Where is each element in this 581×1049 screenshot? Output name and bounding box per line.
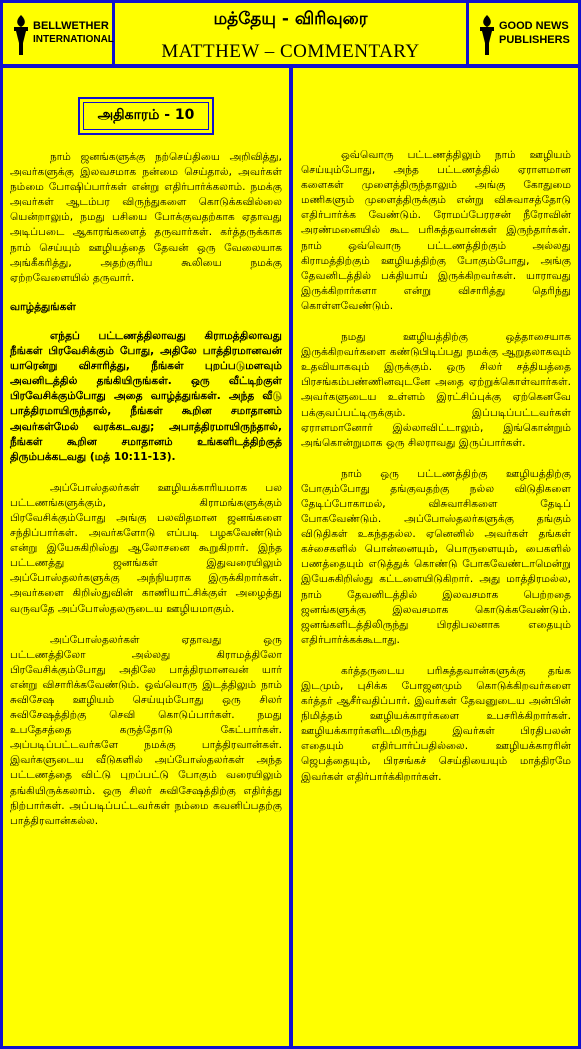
- right-column: [301, 148, 571, 785]
- section-heading: வாழ்த்துங்கள்: [10, 300, 76, 313]
- bellwether-logo: [3, 3, 115, 67]
- left-paragraph-1: நாம் ஜனங்களுக்கு நற்செய்தியை அறிவித்து, அவர்களுக்கு இலவசமாக நன்மை செய்தால், அவர்கள் நம்மை போஷிப்பார்கள் என்று எதிர்பார்க்கலாம். நமக்கு அவர்கள் ஆடம்பர விருந்துகளை கொடுக்கவில்லை யென்றாலும், நமது பசியை போக்குவதற்காக ஏதாவது அடிப்படை ஆகாரங்களைத் தருவார்கள். கர்த்தருக்காக நாம் செய்யும் ஊழியத்தை தேவன் ஒரு வேலையாக அங்கீகரித்து, அதற்குரிய கூலியை நமக்கு ஏற்றவேளையில் தருவார்.: [10, 151, 282, 284]
- left-paragraph-2: அப்போஸ்தலர்கள் ஊழியக்காரியமாக பல பட்டணங்களுக்கும், கிராமங்களுக்கும் பிரவேசிக்கும்போது அங்கு பலவிதமான ஜனங்களை சந்திப்பார்கள். அவர்களோடு எப்படி பழகவேண்டும் என்று இயேசுகிறிஸ்து ஆலோசனை கூறுகிறார். இந்த பட்டணத்து ஜனங்கள் இதுவரையிலும் அப்போஸ்தலர்களுக்கு அந்நியராக இருக்கிறார்கள். அவர்களை கிறிஸ்துவின் காணியாட்சிக்குள் அழைத்து வருவதே அப்போஸ்தலருடைய ஊழியமாகும்.: [10, 481, 282, 615]
- right-paragraph-1: ஒவ்வொரு பட்டணத்திலும் நாம் ஊழியம் செய்யும்போது, அந்த பட்டணத்தில் ஏராளமான களைகள் முளைத்திருந்தாலும் அங்கு கோதுமை மணிகளும் முளைத்திருக்கும் என்று விசுவாசத்தோடு எதிர்பார்க்க வேண்டும். ரோமப்பேரரசன் நீரோவின் அரண்மனையில் கூட பரிசுத்தவான்கள் இருந்தார்கள். நாம் ஒவ்வொரு பட்டணத்திற்கும் அல்லது கிராமத்திற்கும் ஊழியத்திற்கு போகும்போது, அங்கு தேவனிடத்தில் பக்தியாய் இருக்கிறவர்கள். யாராவது இருக்கிறார்களா என்று விசாரித்து தெரிந்து கொள்ளவேண்டும்.: [301, 149, 571, 312]
- chapter-box: [78, 97, 214, 135]
- right-logo-line2: PUBLISHERS: [499, 34, 570, 46]
- torch-icon: [11, 13, 31, 57]
- right-paragraph-4: கர்த்தருடைய பரிசுத்தவான்களுக்கு தங்க இடமும், புசிக்க போஜனமும் கொடுக்கிறவர்களை கர்த்தர் ஆசீர்வதிப்பார். இவர்கள் தேவனுடைய அன்பின் நிமித்தம் ஊழியக்காரர்களை உபசரிக்கிறார்கள். ஊழியக்காரர்களிடமிருந்து இவர்கள் பிரதிபலன் எதையும் எதிர்பார்ப்பதில்லை. ஊழியக்காரரின் ஜெபத்தையும், பிரசங்கச் செய்தியையும் மாத்திரமே இவர்கள் எதிர்பார்க்கிறார்கள்.: [301, 664, 571, 783]
- right-logo-line1: GOOD NEWS: [499, 20, 569, 32]
- right-paragraph-3: நாம் ஒரு பட்டணத்திற்கு ஊழியத்திற்கு போகும்போது தங்குவதற்கு நல்ல விடுதிகளை தேடிப்போகாமல், விசுவாசிகளை தேடிப் போகவேண்டும். அப்போஸ்தலர்களுக்கு தங்கும் விடுதிகள் உகந்ததல்ல. ஏனெனில் அவர்கள் தங்கள் கச்சைகளில் பொன்னையும், பொருளையும், பைகளில் பணத்தையும் எடுத்துக் கொண்டு போகவேண்டாமென்று இயேசுகிறிஸ்து கட்டளையிடுகிறார். அது மாத்திரமல்ல, நாம் தேவனிடத்தில் இலவசமாக பெற்றதை ஜனங்களுக்கு இலவசமாக கொடுக்கவேண்டும். ஜனங்களிடத்திலிருந்து பிரதிபலனாக எதையும் எதிர்பார்க்கக்கூடாது.: [301, 467, 571, 646]
- header: [0, 0, 581, 68]
- left-logo-line2: INTERNATIONAL: [33, 34, 114, 45]
- left-logo-line1: BELLWETHER: [33, 20, 109, 32]
- title-english: MATTHEW – COMMENTARY: [161, 41, 420, 62]
- left-paragraph-3: அப்போஸ்தலர்கள் ஏதாவது ஒரு பட்டணத்திலோ அல்லது கிராமத்திலோ பிரவேசிக்கும்போது அதிலே பாத்திரமானவன் யார் என்று விசாரிக்கவேண்டும். ஒவ்வொரு இடத்திலும் நாம் சுவிசேஷ ஊழியம் செய்யும்போது ஒரு சிலர் சுவிசேஷத்திற்கு செவி கொடுப்பார்கள். நமது உபதேசத்தை கருத்தோடு கேட்பார்கள். அப்படிப்பட்டவர்களே நமக்கு பாத்திரவான்கள். இவர்களுடைய வீடுகளில் அப்போஸ்தலர்கள் அந்த பட்டணத்தை விட்டு புறப்பட்டு போகும் வரையிலும் தங்கியிருக்கலாம். ஒரு சிலர் சுவிசேஷத்திற்கு எதிர்த்து நிற்பார்கள். அப்படிப்பட்டவர்கள் நம்மை கவனிப்பதற்கு பாத்திரவான்கல்ல.: [10, 633, 282, 827]
- column-divider: [289, 64, 293, 1049]
- good-news-logo: [466, 3, 578, 67]
- title-tamil: மத்தேயு - விரிவுரை: [213, 9, 368, 29]
- right-paragraph-2: நமது ஊழியத்திற்கு ஒத்தாசையாக இருக்கிறவர்களை கண்டுபிடிப்பது நமக்கு ஆறுதலாகவும் உதவியாகவும் இருக்கும். ஒரு சிலர் சத்தியத்தை பிரசங்கம்பண்ணினவுடனே அதை ஏற்றுக்கொள்வார்கள். அவர்களுடைய உள்ளம் இரட்சிப்புக்கு ஏற்கெனவே பக்குவப்பட்டிருக்கும். இப்படிப்பட்டவர்கள் ஏராளமானோர் இல்லாவிட்டாலும், இங்கொன்றும் அங்கொன்றுமாக ஒரு சிலராவது இருப்பார்கள்.: [301, 331, 571, 449]
- scripture-quote: எந்தப் பட்டணத்திலாவது கிராமத்திலாவது நீங்கள் பிரவேசிக்கும் போது, அதிலே பாத்திரமானவன் யாரென்று விசாரித்து, நீங்கள் புறப்படுமளவும் அவனிடத்தில் தங்கியிருங்கள். ஒரு வீட்டிற்குள் பிரவேசிக்கும்போது அதை வாழ்த்துங்கள். அந்த வீடு பாத்திரமாயிருந்தால், நீங்கள் கூறின சமாதானம் அவர்கள்மேல் வரக்கடவது; அபாத்திரமாயிருந்தால், நீங்கள் கூறின சமாதானம் உங்களிடத்திற்குத் திரும்பக்கடவது (மத் 10:11-13).: [10, 329, 282, 463]
- torch-icon: [477, 13, 497, 57]
- chapter-label: அதிகாரம் - 10: [83, 102, 209, 130]
- left-column: [10, 150, 282, 829]
